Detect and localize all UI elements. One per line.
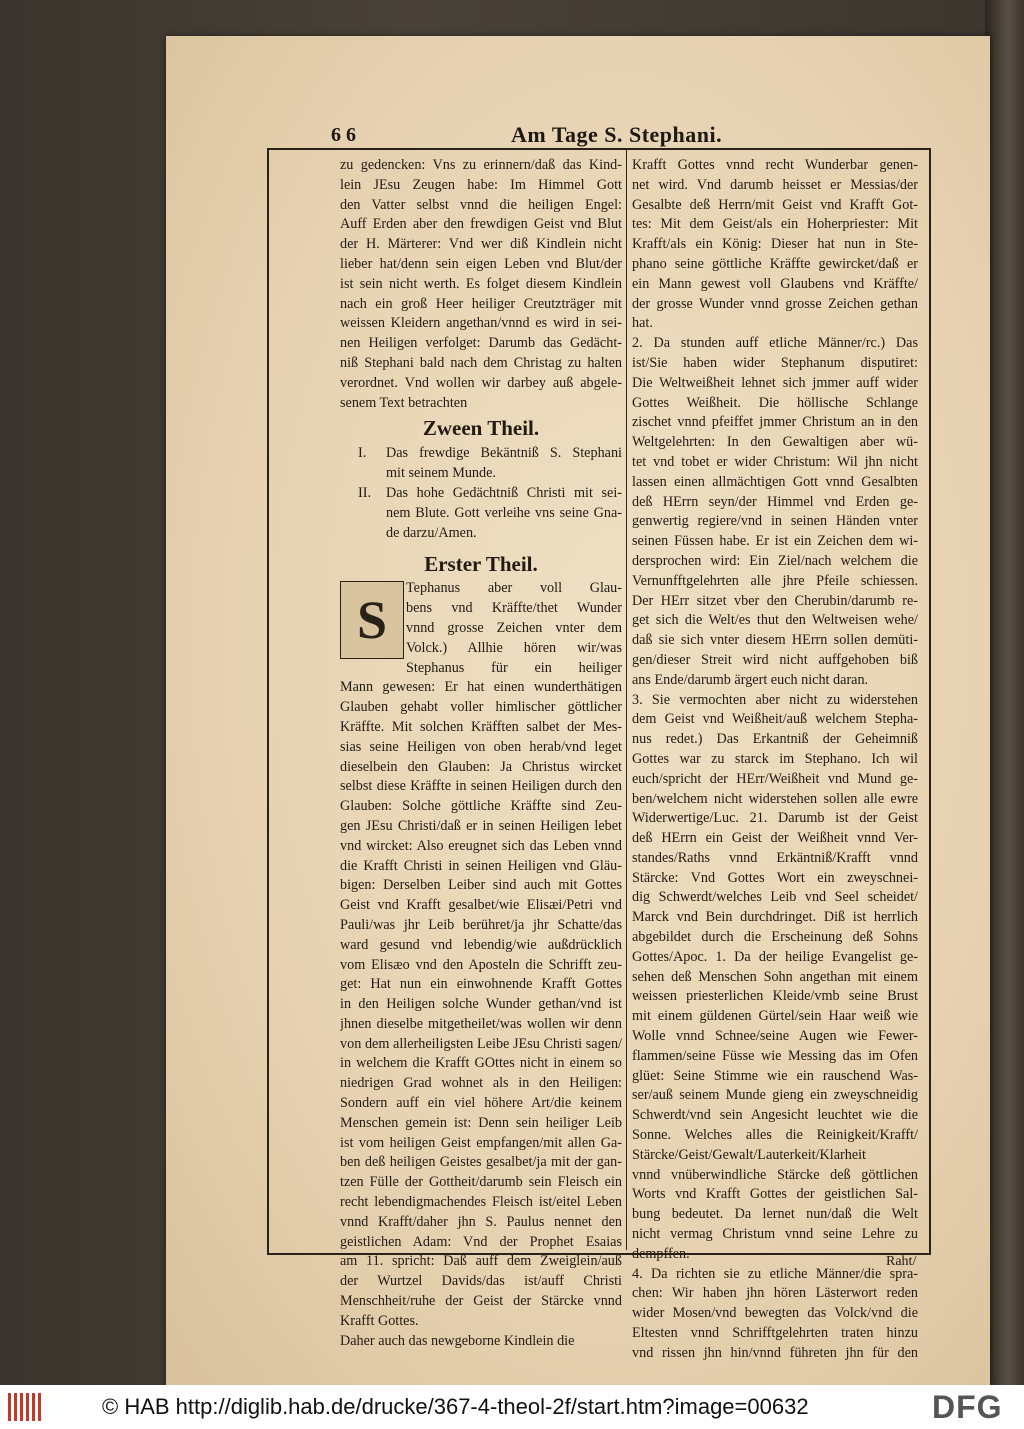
- left-column: [340, 156, 622, 1351]
- text-line: nach ein groß Heer heiliger Creutzträger mit: [340, 295, 622, 312]
- text-line: dem Geist vnd Weißheit/auß welchem Stepha-: [632, 711, 918, 728]
- text-line: Pauli/was jhr Leib berühret/ja jhr Schatte/das: [340, 916, 622, 933]
- outline-item: [358, 443, 622, 483]
- barcode-icon: [8, 1393, 44, 1421]
- dfg-logo: DFG: [932, 1389, 1003, 1425]
- text-line: bens vnd Kräffte/thet Wunder: [406, 600, 622, 617]
- text-line: Krafft Gottes.: [340, 1312, 419, 1329]
- text-line: niedrigen Grad wohnet als in den Heiligen:: [340, 1075, 622, 1092]
- text-line: jhnen dieselbe mitgetheilet/was wollen wir denn: [340, 1015, 622, 1032]
- text-line: sehen deß Menschen Sohn angethan mit einem: [632, 968, 918, 985]
- text-line: geistlichen Adam: Vnd der Prophet Esaias: [340, 1233, 622, 1250]
- credit-link[interactable]: © HAB http://diglib.hab.de/drucke/367-4-theol-2f/start.htm?image=00632: [102, 1394, 809, 1419]
- text-line: phano seine göttliche Kräffte gewircket/daß er: [632, 255, 918, 272]
- text-line: Stephanus für ein heiliger: [406, 659, 622, 676]
- text-line: Die Weltweißheit lehnet sich jmmer auff wider: [632, 374, 918, 391]
- text-line: Gesalbte deß Herrn/mit Geist vnd Krafft Got-: [632, 196, 918, 213]
- text-line: dig Schwerdt/welches Leib vnd Seel scheidet/: [632, 889, 918, 906]
- text-line: Worts vnd Krafft Gottes der geistlichen Sal-: [632, 1186, 918, 1203]
- text-line: zischet vnnd pfeiffet jmmer Christum an in den: [632, 414, 918, 431]
- text-line: Weltgelehrten: In den Gewaltigen aber wü-: [632, 434, 918, 451]
- text-line: Der HErr sitzet vber den Cherubin/darumb re-: [632, 592, 918, 609]
- text-line: vnd wircket: Also ereugnet sich das Leben vnnd: [340, 837, 622, 854]
- text-line: ben deß heiligen Geistes gesalbet/ja mit der gan-: [340, 1154, 622, 1171]
- outline-line: mit seinem Munde.: [386, 465, 496, 482]
- text-line: senem Text betrachten: [340, 394, 468, 411]
- text-line: Krafft Gottes vnnd recht Wunderbar genen-: [632, 157, 918, 173]
- intro-paragraph: [340, 156, 622, 413]
- text-line: 4. Da richten sie zu etliche Männer/die spra-: [632, 1265, 918, 1282]
- text-line: der Wurtzel Davids/das ist/auff Christi: [340, 1273, 622, 1290]
- outline-list: [340, 443, 622, 543]
- text-line: Volck.) Allhie hören wir/was: [406, 639, 622, 656]
- text-line: ist/Sie haben wider Stephanum disputiret:: [632, 354, 918, 371]
- text-line: get sich die Welt/es thut den Weltweisen wehe/: [632, 612, 918, 629]
- page-number: 6 6: [331, 124, 356, 146]
- text-line: ser/auß seinem Munde gieng ein zweyschneidig: [632, 1087, 918, 1104]
- text-line: bigen: Derselben Leiber sind auch mit Gottes: [340, 877, 622, 894]
- catchword: Raht/: [886, 1254, 917, 1269]
- text-line: Eltesten vnnd Schrifftgelehrten traten hinzu: [632, 1325, 918, 1342]
- drop-initial: S: [340, 581, 404, 659]
- text-line: Kräffte. Mit solchen Kräfften salbet der Mes-: [340, 718, 622, 735]
- text-line: Gottes war zu starck im Stephano. Ich wil: [632, 750, 918, 767]
- text-line: tzen Fülle der Gottheit/darumb sein Fleisch ein: [340, 1174, 622, 1191]
- text-line: nus redet.) Das Erkantniß der Geheimniß: [632, 731, 918, 748]
- text-line: in welchem die Krafft GOttes nicht in einem so: [340, 1055, 622, 1072]
- text-line: zu gedencken: Vns zu erinnern/daß das Kind-: [340, 157, 622, 173]
- text-line: wider Mosen/vnd bewegten das Volck/vnd die: [632, 1305, 918, 1322]
- text-line: 2. Da stunden auff etliche Männer/rc.) Das: [632, 335, 918, 352]
- text-line: ein Mann gewest voll Glaubens vnd Kräffte/: [632, 275, 918, 292]
- text-line: Menschheit/ruhe der Geist der Stärcke vnnd: [340, 1293, 622, 1310]
- text-line: Sondern auff ein viel höhere Art/die keinem: [340, 1095, 622, 1112]
- text-line: Vernunfftgelehrten alle jhre Pfeile schiessen.: [632, 572, 918, 589]
- text-line: lieber hat/denn sein eigen Leben vnd Blut/der: [340, 255, 622, 272]
- text-line: Schwerdt/vnd sein Angesicht leuchtet wie die: [632, 1107, 918, 1124]
- outline-line: Das frewdige Bekäntniß S. Stephani: [386, 445, 622, 462]
- text-line: ward gesund vnd lebendig/wie außdrücklich: [340, 936, 622, 953]
- text-line: lein JEsu Zeugen habe: Im Himmel Gott: [340, 176, 622, 193]
- text-line: weissen Kleidern angethan/vnnd es wird in sei-: [340, 315, 622, 332]
- text-line: in den Heiligen solche Wunder gethan/vnd ist: [340, 996, 622, 1013]
- text-line: get: Hat nun ein einwohnende Krafft Gottes: [340, 976, 622, 993]
- text-line: Auff Erden aber den frewdigen Geist vnd Blut: [340, 216, 622, 233]
- text-line: Menschen gemein ist: Denn sein heiliger Leib: [340, 1114, 622, 1131]
- body-paragraph: [340, 678, 622, 1331]
- text-line: hat.: [632, 315, 653, 332]
- text-line: 3. Sie vermochten aber nicht zu widerstehen: [632, 691, 918, 708]
- text-line: Stärcke: Vnd Gottes Wort ein zweyschnei-: [632, 869, 918, 886]
- right-column: [632, 156, 918, 1364]
- text-line: dersprochen wird: Ein Ziel/nach welchem die: [632, 552, 918, 569]
- text-line: vnd rissen jhn hin/vnnd führeten jhn für den: [632, 1344, 918, 1361]
- outline-number: I.: [358, 445, 367, 462]
- text-line: sias seine Heiligen von oben herab/vnd leget: [340, 738, 622, 755]
- page-header: [267, 122, 931, 150]
- text-line: vom Elisæo vnd den Aposteln die Schrifft zeu-: [340, 956, 622, 973]
- text-line: Glauben: Solche göttliche Kräffte sind Zeu-: [340, 798, 622, 815]
- text-line: von dem allerheiligsten Leibe JEsu Christi sagen/: [340, 1035, 622, 1052]
- column-rule: [626, 150, 627, 1250]
- text-line: niß Stephani bald nach dem Christag zu halten: [340, 354, 622, 371]
- text-line: chen: Wir haben jhn hören Lästerwort reden: [632, 1285, 918, 1302]
- outline-line: Das hohe Gedächtniß Christi mit sei-: [386, 485, 622, 502]
- text-line: glüet: Seine Stimme wie ein rauschend Was-: [632, 1067, 918, 1084]
- right-paragraphs: [632, 156, 918, 1364]
- text-line: den Vatter selbst vnnd die heiligen Engel:: [340, 196, 622, 213]
- text-line: nen Heiligen verfolget: Darumb das Gedächt-: [340, 335, 622, 352]
- text-line: recht lebendigmachendes Fleisch ist/eitel Leben: [340, 1194, 622, 1211]
- text-line: Geist vnd Krafft gesalbet/wie Elisæi/Petri vnd: [340, 897, 622, 914]
- text-line: vnnd grosse Zeichen vnter dem: [406, 619, 622, 636]
- outline-item: [358, 483, 622, 543]
- text-line: abgebildet durch die Erscheinung deß Sohns: [632, 929, 918, 946]
- text-line: der grosse Wunder vnnd grosse Zeichen gethan: [632, 295, 918, 312]
- text-line: net wird. Vnd darumb heisset er Messias/der: [632, 176, 918, 193]
- text-line: daß sie sich vnter diesem HErrn sollen demüti-: [632, 632, 918, 649]
- last-line: Daher auch das newgeborne Kindlein die: [340, 1332, 575, 1349]
- text-line: euch/spricht der HErr/Weißheit vnd Mund ge-: [632, 770, 918, 787]
- text-line: tet vnd tobet er wider Christum: Wil jhn nicht: [632, 453, 918, 470]
- text-line: Stärcke/Geist/Gewalt/Lauterkeit/Klarheit: [632, 1146, 867, 1163]
- text-line: bung bedeutet. Da lernet nun/daß die Welt: [632, 1206, 918, 1223]
- text-line: Wolle vnnd Schnee/seine Augen wie Fewer-: [632, 1028, 918, 1045]
- text-line: Sonne. Welches alles die Reinigkeit/Krafft/: [632, 1127, 918, 1144]
- text-line: vnnd Krafft/daher jhn S. Paulus nennet den: [340, 1213, 622, 1230]
- text-line: gen JEsu Christi/daß er in seinen Heiligen lebet: [340, 817, 622, 834]
- text-line: seinen Füssen habe. Er ist ein Zeichen dem wi-: [632, 533, 918, 550]
- outline-line: de darzu/Amen.: [386, 525, 477, 542]
- text-line: ist sein nicht werth. Es folget diesem Kindlein: [340, 275, 622, 292]
- text-line: Glauben gehabt voller himlischer göttlicher: [340, 699, 622, 716]
- text-line: genwertig regiere/vnd in seinen Händen vnter: [632, 513, 918, 530]
- text-line: Marck vnd Bein durchdringet. Diß ist herrlich: [632, 909, 918, 926]
- text-line: die Krafft Christi in seinen Heiligen vnd Gläu-: [340, 857, 622, 874]
- text-line: verordnet. Vnd wollen wir darbey auß abgele-: [340, 374, 622, 391]
- text-line: standes/Raths vnnd Erkäntniß/Krafft vnnd: [632, 849, 918, 866]
- text-line: dempffen.: [632, 1245, 690, 1262]
- text-line: deß HErrn seyn/der Himmel vnd Erden ge-: [632, 493, 918, 510]
- text-line: deß HErrn ein Geist der Weißheit vnnd Ver-: [632, 830, 918, 847]
- text-line: Tephanus aber voll Glau-: [406, 580, 622, 597]
- parts-heading: Zween Theil.: [422, 416, 540, 441]
- text-line: lassen einen allmächtigen Gott vnnd Gesalbten: [632, 473, 918, 490]
- book-spine: [985, 0, 1024, 1385]
- text-line: Krafft/als ein König: Dieser hat nun in Ste-: [632, 236, 918, 253]
- text-line: ans Ende/darumb ärgert euch nicht daran.: [632, 671, 869, 688]
- text-line: vnnd vnüberwindliche Stärcke deß göttlichen: [632, 1166, 918, 1183]
- outline-number: II.: [358, 485, 371, 502]
- text-line: nicht vermag Christum vnnd seine Lehre zu: [632, 1226, 918, 1243]
- text-line: Widerwertige/Luc. 21. Darumb ist der Geist: [632, 810, 918, 827]
- text-line: tes: Mit dem Geist/als ein Hoherpriester: Mit: [632, 216, 918, 233]
- text-line: selbst diese Kräffte in seinen Heiligen durch den: [340, 778, 622, 795]
- text-line: ist vom heiligen Geist empfangen/mit allen Ga-: [340, 1134, 622, 1151]
- text-line: dieselbein den Glauben: Ja Christus wircket: [340, 758, 622, 775]
- drop-initial-block: [340, 579, 622, 678]
- outline-line: nem Blute. Gott verleihe vns seine Gna-: [386, 505, 622, 522]
- text-line: ben/welchem nicht widerstehen sollen alle ewre: [632, 790, 918, 807]
- text-line: am 11. spricht: Daß auff dem Zweiglein/auß: [340, 1253, 622, 1270]
- footer-bar: [0, 1385, 1024, 1429]
- first-part-heading: Erster Theil.: [424, 552, 538, 577]
- text-line: flammen/seine Füsse wie Messing das im Ofen: [632, 1047, 918, 1064]
- text-line: Gottes/Apoc. 1. Da der heilige Evangelist ge-: [632, 948, 918, 965]
- text-line: Mann gewesen: Er hat einen wunderthätigen: [340, 679, 622, 696]
- text-line: weissen priesterlichen Kleide/vmb seine Brust: [632, 988, 918, 1005]
- text-line: der H. Märterer: Vnd wer diß Kindlein nicht: [340, 236, 622, 253]
- text-line: Gottes Weißheit. Die höllische Schlange: [632, 394, 918, 411]
- running-title: Am Tage S. Stephani.: [511, 122, 723, 147]
- text-line: mit einem güldenen Gürtel/sein Haar weiß wie: [632, 1008, 918, 1025]
- text-line: gen/dieser Streit wird nicht auffgehoben biß: [632, 651, 918, 668]
